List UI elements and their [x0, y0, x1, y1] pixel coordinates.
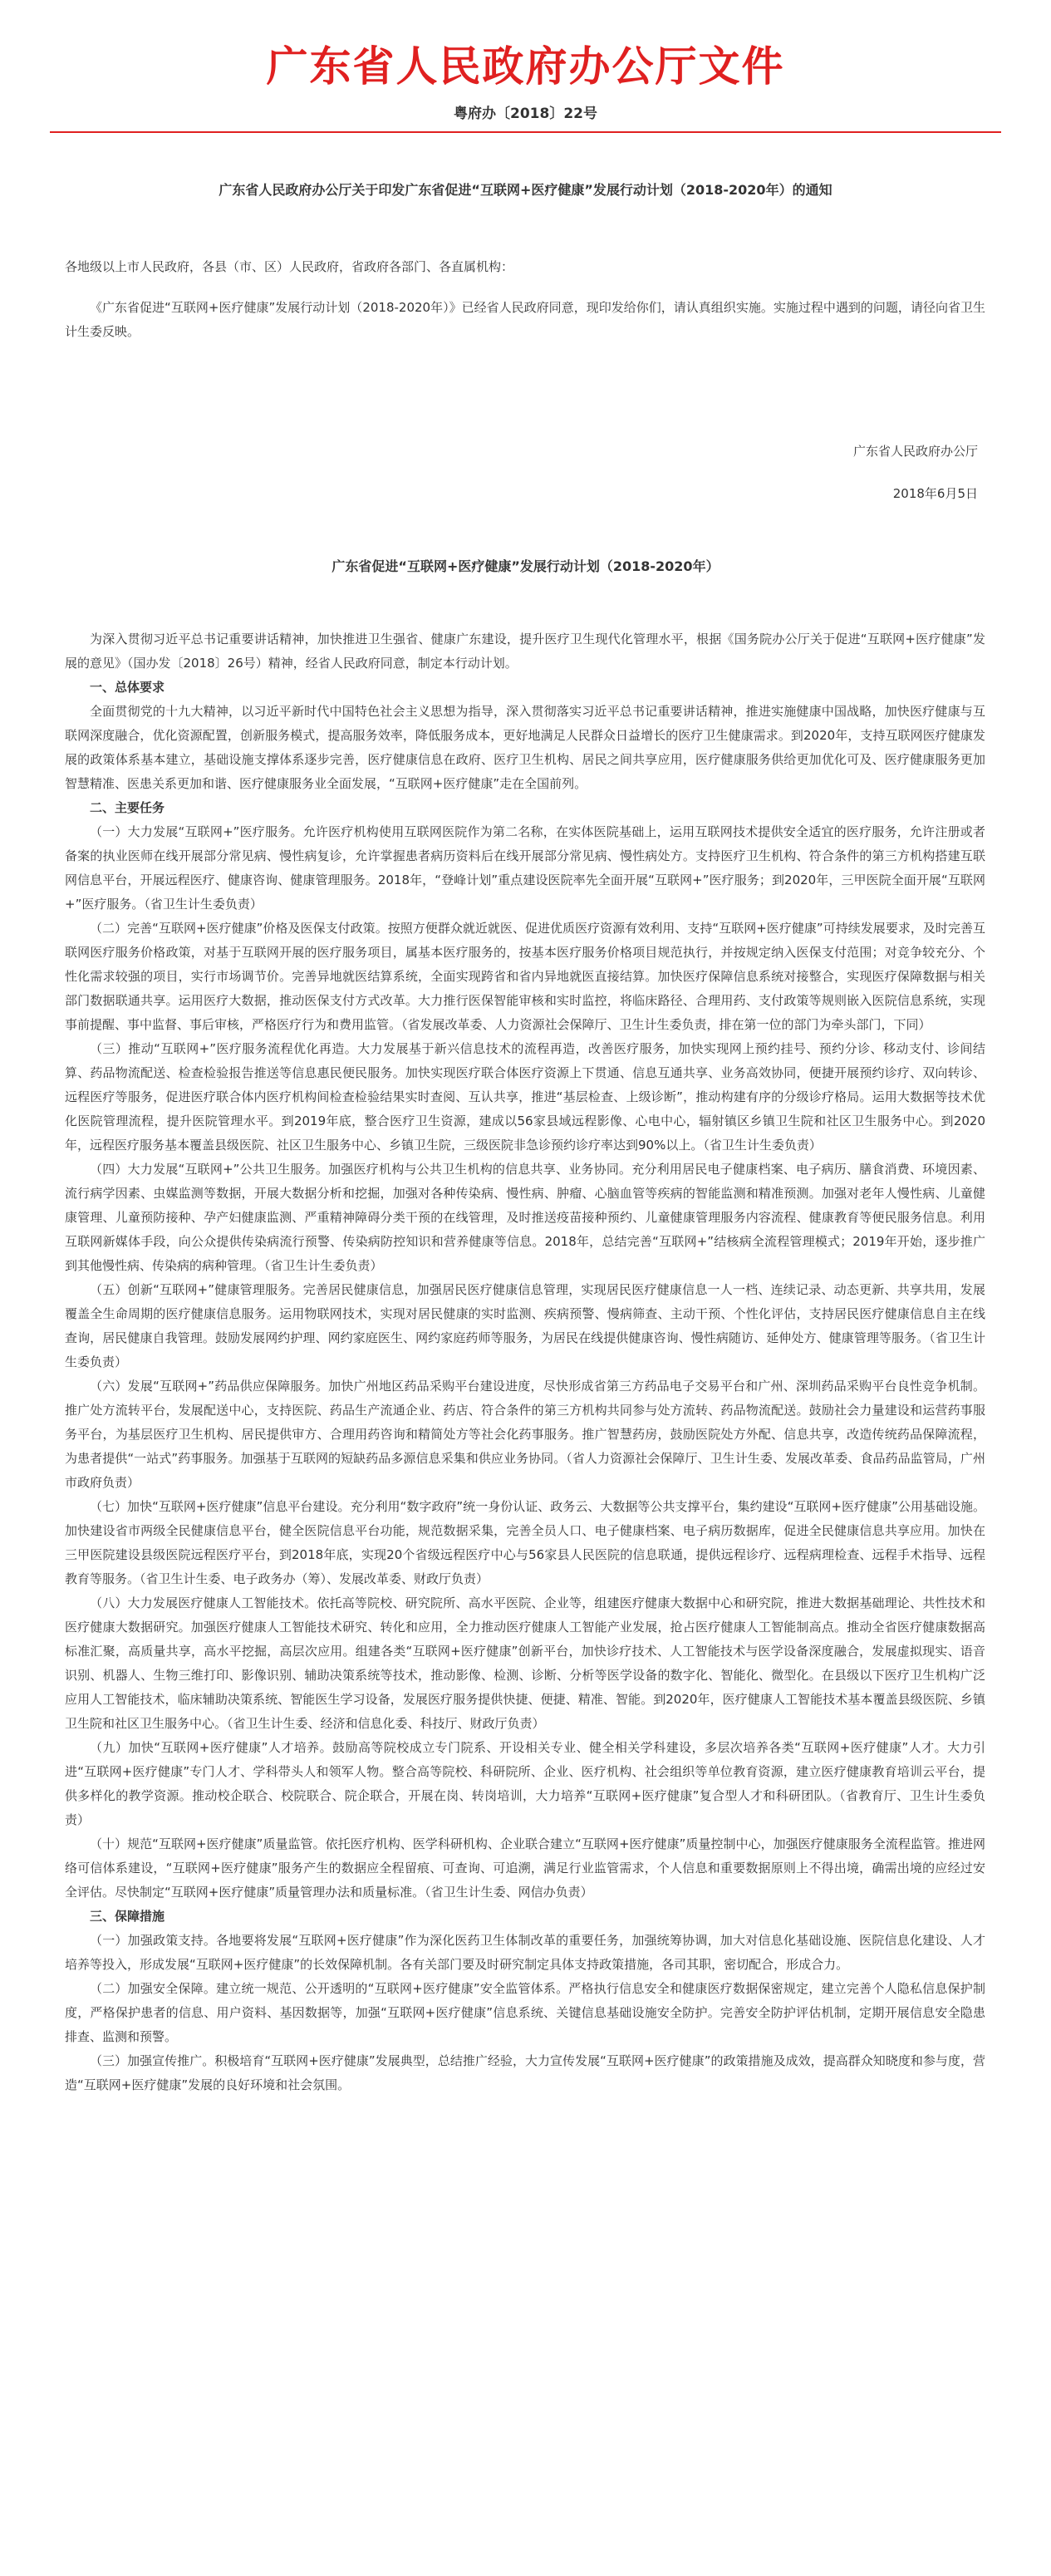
section-heading-tasks: 二、主要任务: [90, 800, 165, 815]
paragraph: （九）加快“互联网+医疗健康”人才培养。鼓励高等院校成立专门院系、开设相关专业、健全相关学科建设，多层次培养各类“互联网+医疗健康”人才。大力引进“互联网+医疗健康”专门人才、学科带头人和领军人物。整合高等院校、科研院所、企业、医疗机构、社会组织等单位教育资源，建立医疗健康教育培训云平台，提供多样化的教学资源。推动校企联合、校院联合、院企联合，开展在岗、转岗培训，大力培养“互联网+医疗健康”复合型人才和科研团队。（省教育厅、卫生计生委负责）: [65, 1740, 985, 1827]
plan-title: 广东省促进“互联网+医疗健康”发展行动计划（2018-2020年）: [332, 558, 719, 574]
addressee: 各地级以上市人民政府，各县（市、区）人民政府，省政府各部门、各直属机构：: [65, 259, 514, 274]
notice-body: 《广东省促进“互联网+医疗健康”发展行动计划（2018-2020年）》已经省人民政府同意，现印发给你们，请认真组织实施。实施过程中遇到的问题，请径向省卫生计生委反映。: [65, 300, 985, 339]
document-header-title: 广东省人民政府办公厅文件: [266, 42, 785, 91]
paragraph: （八）大力发展医疗健康人工智能技术。依托高等院校、研究院所、高水平医院、企业等，组建医疗健康大数据中心和研究院，推进大数据基础理论、共性技术和医疗健康大数据研究。加强医疗健康人工智能技术研究、转化和应用，全力推动医疗健康人工智能产业发展，抢占医疗健康人工智能制高点。推动全省医疗健康数据高标准汇聚，高质量共享，高水平挖掘，高层次应用。组建各类“互联网+医疗健康”创新平台，加快诊疗技术、人工智能技术与医学设备深度融合，发展虚拟现实、语音识别、机器人、生物三维打印、影像识别、辅助决策系统等技术，推动影像、检测、诊断、分析等医学设备的数字化、智能化、微型化。在县级以下医疗卫生机构广泛应用人工智能技术，临床辅助决策系统、智能医生学习设备，发展医疗服务提供快捷、便捷、精准、智能。到2020年，医疗健康人工智能技术基本覆盖县级医院、乡镇卫生院和社区卫生服务中心。（省卫生计生委、经济和信息化委、科技厅、财政厅负责）: [65, 1595, 985, 1731]
section-measures-body: [65, 1929, 985, 2097]
plan-intro: 为深入贯彻习近平总书记重要讲话精神，加快推进卫生强省、健康广东建设，提升医疗卫生现代化管理水平，根据《国务院办公厅关于促进“互联网+医疗健康”发展的意见》（国办发〔2018〕26号）精神，经省人民政府同意，制定本行动计划。: [65, 632, 985, 671]
paragraph: （十）规范“互联网+医疗健康”质量监管。依托医疗机构、医学科研机构、企业联合建立“互联网+医疗健康”质量控制中心，加强医疗健康服务全流程监管。推进网络可信体系建设，“互联网+医疗健康”服务产生的数据应全程留痕、可查询、可追溯，满足行业监管需求，个人信息和重要数据原则上不得出境，确需出境的应经过安全评估。尽快制定“互联网+医疗健康”质量管理办法和质量标准。（省卫生计生委、网信办负责）: [65, 1836, 985, 1900]
paragraph: （三）加强宣传推广。积极培育“互联网+医疗健康”发展典型，总结推广经验，大力宣传发展“互联网+医疗健康”的政策措施及成效，提高群众知晓度和参与度，营造“互联网+医疗健康”发展的良好环境和社会氛围。: [65, 2053, 985, 2092]
paragraph: （二）加强安全保障。建立统一规范、公开透明的“互联网+医疗健康”安全监管体系。严格执行信息安全和健康医疗数据保密规定，建立完善个人隐私信息保护制度，严格保护患者的信息、用户资料、基因数据等，加强“互联网+医疗健康”信息系统、关键信息基础设施安全防护。完善安全防护评估机制，定期开展信息安全隐患排查、监测和预警。: [65, 1981, 985, 2044]
paragraph: （六）发展“互联网+”药品供应保障服务。加快广州地区药品采购平台建设进度，尽快形成省第三方药品电子交易平台和广州、深圳药品采购平台良性竞争机制。推广处方流转平台，发展配送中心，支持医院、药品生产流通企业、药店、符合条件的第三方机构共同参与处方流转、药品物流配送。鼓励社会力量建设和运营药事服务平台，为基层医疗卫生机构、居民提供审方、合理用药咨询和精简处方等社会化药事服务。推广智慧药房，鼓励医院处方外配、信息共享，改造传统药品保障流程，为患者提供“一站式”药事服务。加强基于互联网的短缺药品多源信息采集和供应业务协同。（省人力资源社会保障厅、卫生计生委、发展改革委、食品药品监管局，广州市政府负责）: [65, 1379, 985, 1490]
section-tasks-body: [65, 820, 985, 1905]
red-divider: [50, 131, 1001, 133]
paragraph: （一）加强政策支持。各地要将发展“互联网+医疗健康”作为深化医药卫生体制改革的重要任务，加强统筹协调，加大对信息化基础设施、医院信息化建设、人才培养等投入，形成发展“互联网+医疗健康”的长效保障机制。各有关部门要及时研究制定具体支持政策措施，各司其职，密切配合，形成合力。: [65, 1933, 985, 1972]
plan-content: [65, 627, 985, 2097]
section-heading-measures: 三、保障措施: [90, 1909, 165, 1924]
issue-date: 2018年6月5日: [892, 486, 978, 501]
paragraph: （三）推动“互联网+”医疗服务流程优化再造。大力发展基于新兴信息技术的流程再造，改善医疗服务，加快实现网上预约挂号、预约分诊、移动支付、诊间结算、药品物流配送、检查检验报告推送等信息惠民便民服务。加快实现医疗联合体医疗资源上下贯通、信息互通共享、业务高效协同，便捷开展预约诊疗、双向转诊、远程医疗等服务，促进医疗联合体内医疗机构间检查检验结果实时查阅、互认共享，推进“基层检查、上级诊断”，推动构建有序的分级诊疗格局。运用大数据等技术优化医院管理流程，提升医院管理水平。到2019年底，整合医疗卫生资源，建成以56家县域远程影像、心电中心，辐射镇区乡镇卫生院和社区卫生服务中心。到2020年，远程医疗服务基本覆盖县级医院、社区卫生服务中心、乡镇卫生院，三级医院非急诊预约诊疗率达到90%以上。（省卫生计生委负责）: [65, 1041, 985, 1153]
section-heading-general: 一、总体要求: [90, 680, 165, 695]
document-number: 粤府办〔2018〕22号: [454, 106, 597, 122]
notice-title: 广东省人民政府办公厅关于印发广东省促进“互联网+医疗健康”发展行动计划（2018-2020年）的通知: [219, 182, 832, 198]
paragraph: （二）完善“互联网+医疗健康”价格及医保支付政策。按照方便群众就近就医、促进优质医疗资源有效利用、支持“互联网+医疗健康”可持续发展要求，及时完善互联网医疗服务价格政策，对基于互联网开展的医疗服务项目，属基本医疗服务的，按基本医疗服务价格项目规范执行，并按规定纳入医保支付范围；对竞争较充分、个性化需求较强的项目，实行市场调节价。完善异地就医结算系统，全面实现跨省和省内异地就医直接结算。加快医疗保障信息系统对接整合，实现医疗保障数据与相关部门数据联通共享。运用医疗大数据，推动医保支付方式改革。大力推行医保智能审核和实时监控，将临床路径、合理用药、支付政策等规则嵌入医院信息系统，实现事前提醒、事中监督、事后审核，严格医疗行为和费用监管。（省发展改革委、人力资源社会保障厅、卫生计生委负责，排在第一位的部门为牵头部门，下同）: [65, 921, 985, 1032]
paragraph: （四）大力发展“互联网+”公共卫生服务。加强医疗机构与公共卫生机构的信息共享、业务协同。充分利用居民电子健康档案、电子病历、膳食消费、环境因素、流行病学因素、虫媒监测等数据，开展大数据分析和挖掘，加强对各种传染病、慢性病、肿瘤、心脑血管等疾病的智能监测和精准预测。加强对老年人慢性病、儿童健康管理、儿童预防接种、孕产妇健康监测、严重精神障碍分类干预的在线管理，及时推送疫苗接种预约、儿童健康管理服务内容流程、健康教育等便民服务信息。利用互联网新媒体手段，向公众提供传染病流行预警、传染病防控知识和营养健康等信息。2018年，总结完善“互联网+”结核病全流程管理模式；2019年开始，逐步推广到其他慢性病、传染病的病种管理。（省卫生计生委负责）: [65, 1162, 985, 1273]
paragraph: 全面贯彻党的十九大精神，以习近平新时代中国特色社会主义思想为指导，深入贯彻落实习近平总书记重要讲话精神，推进实施健康中国战略，加快医疗健康与互联网深度融合，优化资源配置，创新服务模式，提高服务效率，降低服务成本，更好地满足人民群众日益增长的医疗卫生健康需求。到2020年，支持互联网医疗健康发展的政策体系基本建立，基础设施支撑体系逐步完善，医疗健康信息在政府、医疗卫生机构、居民之间共享应用，医疗健康服务供给更加优化可及、医疗健康服务更加智慧精准、医患关系更加和谐、医疗健康服务业全面发展，“互联网+医疗健康”走在全国前列。: [65, 704, 985, 791]
section-general-body: [65, 700, 985, 796]
signatory: 广东省人民政府办公厅: [852, 444, 978, 459]
paragraph: （七）加快“互联网+医疗健康”信息平台建设。充分利用“数字政府”统一身份认证、政务云、大数据等公共支撑平台，集约建设“互联网+医疗健康”公用基础设施。加快建设省市两级全民健康信息平台，健全医院信息平台功能，规范数据采集，完善全员人口、电子健康档案、电子病历数据库，促进全民健康信息共享应用。加快在三甲医院建设县级医院远程医疗平台，到2018年底，实现20个省级远程医疗中心与56家县人民医院的信息联通，提供远程诊疗、远程病理检查、远程手术指导、远程教育等服务。（省卫生计生委、电子政务办（筹）、发展改革委、财政厅负责）: [65, 1499, 985, 1586]
paragraph: （一）大力发展“互联网+”医疗服务。允许医疗机构使用互联网医院作为第二名称，在实体医院基础上，运用互联网技术提供安全适宜的医疗服务，允许注册或者备案的执业医师在线开展部分常见病、慢性病复诊，允许掌握患者病历资料后在线开展部分常见病、慢性病处方。支持医疗卫生机构、符合条件的第三方机构搭建互联网信息平台，开展远程医疗、健康咨询、健康管理服务。2018年，“登峰计划”重点建设医院率先全面开展“互联网+”医疗服务；到2020年，三甲医院全面开展“互联网+”医疗服务。（省卫生计生委负责）: [65, 824, 985, 912]
paragraph: （五）创新“互联网+”健康管理服务。完善居民健康信息，加强居民医疗健康信息管理，实现居民医疗健康信息一人一档、连续记录、动态更新、共享共用，发展覆盖全生命周期的医疗健康信息服务。运用物联网技术，实现对居民健康的实时监测、疾病预警、慢病筛查、主动干预、个性化评估，支持居民医疗健康信息自主在线查询，居民健康自我管理。鼓励发展网约护理、网约家庭医生、网约家庭药师等服务，为居民在线提供健康咨询、慢性病随访、延伸处方、健康管理等服务。（省卫生计生委负责）: [65, 1282, 985, 1369]
